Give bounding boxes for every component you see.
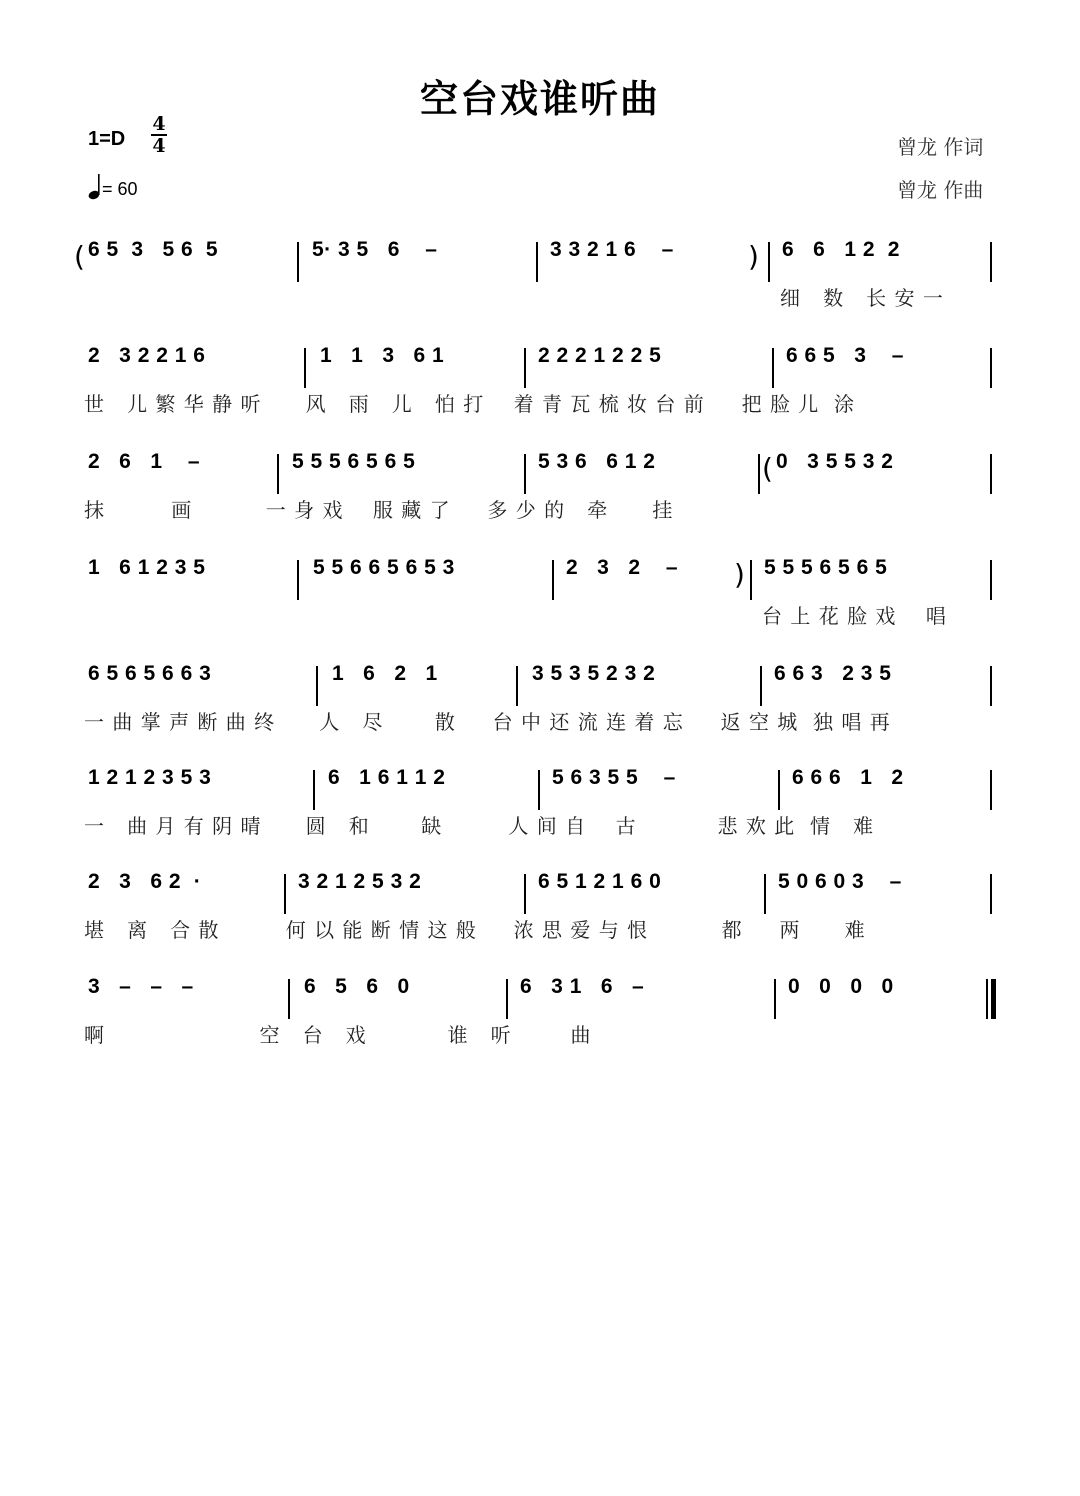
measure: 3 – – –	[88, 975, 194, 998]
measure: 3 2 1 2 5 3 2	[298, 870, 422, 893]
measure: 1 2 1 2 3 5 3	[88, 766, 212, 789]
lyrics-line: 一 曲 月 有 阴 晴 圆 和 缺 人 间 自 古 悲 欢 此 情 难	[84, 814, 875, 838]
measure: 5 5 6 6 5 6 5 3	[313, 556, 455, 579]
score-system-1: ( 6 5 3 5 6 5 5· 3 5 6 – 3 3 2 1 6 – ) 6 6 1 2 2 细 数 长 安 一	[0, 238, 1080, 338]
lyrics-line: 台 上 花 脸 戏 唱	[762, 604, 947, 628]
measure: 5 6 3 5 5 –	[552, 766, 676, 789]
measure: 2 6 1 –	[88, 450, 201, 473]
measure: 6 5 6 5 6 6 3	[88, 662, 212, 685]
composer-credit: 曾龙 作曲	[897, 178, 984, 202]
lyrics-line: 一 曲 掌 声 断 曲 终 人 尽 散 台 中 还 流 连 着 忘 返 空 城 独 唱 再	[84, 710, 891, 734]
score-system-7	[0, 870, 1080, 970]
measure: 1 6 1 2 3 5	[88, 556, 206, 579]
score-system-6	[0, 766, 1080, 866]
lyrics-line: 抹 画 一 身 戏 服 藏 了 多 少 的 牵 挂	[84, 498, 674, 522]
measure: 5 3 6 6 1 2	[538, 450, 656, 473]
meter-top: 4	[152, 113, 166, 135]
score-system-8	[0, 975, 1080, 1075]
score-system-4: 1 6 1 2 3 5 5 5 6 6 5 6 5 3 2 3 2 – ) 5 5 5 6 5 6 5 台 上 花 脸 戏 唱	[0, 556, 1080, 656]
measure: 5· 3 5 6 –	[312, 238, 438, 261]
meter-bottom: 4	[152, 135, 166, 157]
measure: 0 3 5 5 3 2	[776, 450, 894, 473]
measure: 1 1 3 6 1	[320, 344, 445, 367]
measure: 6 6 3 2 3 5	[774, 662, 892, 685]
measure: 5 0 6 0 3 –	[778, 870, 902, 893]
song-title: 空台戏谁听曲	[419, 76, 660, 121]
measure: 6 5 6 0	[304, 975, 410, 998]
score-system-5	[0, 662, 1080, 762]
time-signature	[150, 114, 168, 156]
measure: 5 5 5 6 5 6 5	[764, 556, 888, 579]
measure: 3 3 2 1 6 –	[550, 238, 674, 261]
measure: 5 5 5 6 5 6 5	[292, 450, 416, 473]
measure: 0 0 0 0	[788, 975, 894, 998]
measure: 6 5 1 2 1 6 0	[538, 870, 662, 893]
measure: 6 6 5 3 –	[786, 344, 904, 367]
measure: 3 5 3 5 2 3 2	[532, 662, 656, 685]
measure: 6 6 6 1 2	[792, 766, 904, 789]
lyrics-line: 啊 空 台 戏 谁 听 曲	[84, 1023, 592, 1047]
key-signature: 1=D	[88, 128, 126, 150]
measure: 6 1 6 1 1 2	[328, 766, 446, 789]
score-system-2	[0, 344, 1080, 444]
measure: 6 5 3 5 6 5	[88, 238, 219, 261]
measure: 1 6 2 1	[332, 662, 438, 685]
measure: 2 3 2 2 1 6	[88, 344, 206, 367]
measure: 2 3 6 2 ·	[88, 870, 202, 893]
tempo-value: = 60	[102, 179, 138, 199]
measure: 2 3 2 –	[566, 556, 679, 579]
measure: 6 6 1 2 2	[782, 238, 900, 261]
lyrics-line: 细 数 长 安 一	[780, 286, 944, 310]
lyrics-line: 世 儿 繁 华 静 听 风 雨 儿 怕 打 着 青 瓦 梳 妆 台 前 把 脸 儿 涂	[84, 392, 856, 416]
lyrics-line: 堪 离 合 散 何 以 能 断 情 这 般 浓 思 爱 与 恨 都 两 难	[84, 918, 866, 942]
tempo-marking	[88, 172, 138, 200]
score-system-3: 2 6 1 – 5 5 5 6 5 6 5 5 3 6 6 1 2 ( 0 3 5 5 3 2 抹 画 一 身 戏 服 藏 了 多 少 的 牵 挂	[0, 450, 1080, 550]
final-barline	[991, 979, 996, 1019]
measure: 2 2 2 1 2 2 5	[538, 344, 662, 367]
quarter-note-icon	[88, 172, 102, 200]
lyricist-credit: 曾龙 作词	[897, 135, 984, 159]
measure: 6 3 1 6 –	[520, 975, 645, 998]
